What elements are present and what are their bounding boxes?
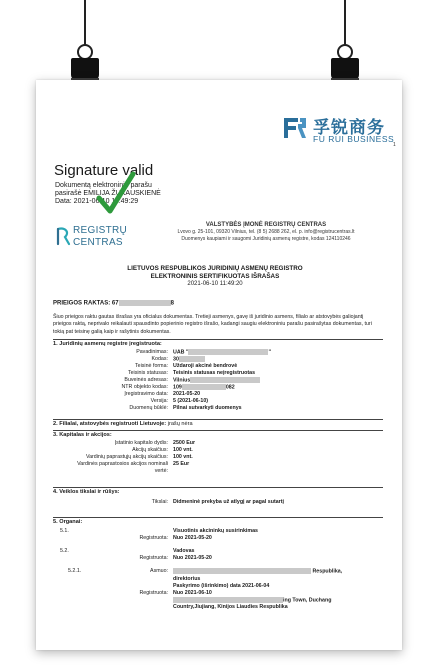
field-label: Asmuo:: [150, 568, 168, 574]
field-label: Kodas:: [151, 356, 168, 362]
redaction-bar: [182, 384, 226, 390]
field-value: [173, 349, 271, 355]
field-value: 100 vnt.: [173, 454, 193, 460]
address-line-1: ing Town, Duchang: [283, 597, 332, 604]
access-key-label: PRIEIGOS RAKTAS: 67: [53, 300, 119, 307]
section-3-heading: 3. Kapitalas ir akcijos:: [53, 432, 112, 438]
section-divider: [53, 419, 383, 420]
field-value: 2021-05-20: [173, 391, 201, 397]
redaction-bar: [179, 356, 205, 362]
field-value: 25 Eur: [173, 461, 190, 467]
field-value: [173, 377, 260, 383]
issuer-address: Lvovo g. 25-101, 09320 Vilnius, tel. (8 5) 2688 262, el. p. info@registrucentras.lt: [177, 229, 355, 235]
field-label: Registruota:: [139, 535, 168, 541]
issuer-name: VALSTYBĖS ĮMONĖ REGISTRŲ CENTRAS: [205, 222, 327, 228]
redaction-bar: [173, 568, 311, 574]
issuer-note: Duomenys kaupiami ir saugomi Juridinių asmenų registre, kodas 124110246: [181, 236, 351, 242]
field-label: Akcijų skaičius:: [132, 447, 168, 453]
field-value: 100 vnt.: [173, 447, 193, 453]
signature-line-1: Dokumentą elektroniniu parašu: [55, 182, 152, 189]
field-value: [173, 384, 235, 390]
section-2-heading: [53, 421, 193, 427]
checkmark-icon: [96, 170, 136, 216]
item-number: 5.2.1.: [68, 568, 82, 574]
field-label: Įregistravimo data:: [124, 391, 168, 397]
company-name-suffix: ": [268, 349, 271, 356]
person-value: Respublika,: [312, 568, 343, 575]
field-value: Visuotinis akcininkų susirinkimas: [173, 528, 258, 534]
field-value: Country,Jiujiang, Kinijos Liaudies Respublika: [173, 604, 288, 610]
company-name: UAB ": [173, 349, 189, 356]
document-title-line-1: LIETUVOS RESPUBLIKOS JURIDINIŲ ASMENŲ REGISTRO: [127, 265, 303, 272]
redaction-bar: [119, 300, 171, 306]
issuer-header: [150, 222, 382, 243]
redaction-bar: [190, 377, 260, 383]
field-value: Nuo 2021-05-20: [173, 535, 212, 541]
address-value: Vilnius: [173, 377, 191, 384]
company-code: 30: [173, 356, 179, 363]
field-value: [173, 568, 342, 574]
redaction-bar: [173, 597, 283, 603]
field-value: Didmeninė prekyba už atlygį ar pagal sutartį: [173, 499, 284, 505]
section-divider: [53, 517, 383, 518]
access-key: [53, 300, 174, 307]
document-title: [90, 265, 340, 281]
redaction-bar: [188, 349, 268, 355]
field-label: Teisinė forma:: [135, 363, 168, 369]
field-value: Teisinis statusas neįregistruotas: [173, 370, 256, 376]
ntr-code-suffix: 082: [225, 384, 235, 391]
watermark-english-text: FU RUI BUSINESS: [313, 134, 395, 144]
field-label: Versija:: [150, 398, 168, 404]
field-value: Nuo 2021-05-20: [173, 555, 212, 561]
field-value: Vadovas: [173, 548, 195, 554]
section-2-title: 2. Filialai, atstovybės registruoti Lietuvoje:: [53, 421, 167, 427]
field-value: Paskyrimo (išrinkimo) data 2021-06-04: [173, 583, 270, 589]
legal-notice: Šiuo prieigos raktu gautas išrašas yra oficialus dokumentas. Tretieji asmenys, gavę iš juridinio asmens, filialo ar atstovybės galiojantį prieigos raktą, neprivalo reikalauti spausdinto popierinio registro išrašo, kadangi saugiu elektroniniu parašu pasirašytas dokumentas, turi tokią pat teisinę galią kaip ir rašytinis dokumentas.: [53, 314, 372, 335]
field-label: Duomenų būklė:: [129, 405, 168, 411]
field-value: Pilnai sutvarkyti duomenys: [173, 405, 242, 411]
field-label: Įstatinio kapitalo dydis:: [114, 440, 168, 446]
field-label: Teisinis statusas:: [127, 370, 168, 376]
field-label: Vardinės paprastosios akcijos nominali: [77, 461, 168, 467]
field-value: Uždaroji akcinė bendrovė: [173, 363, 238, 369]
access-key-suffix: 8: [170, 300, 174, 307]
field-label: Registruota:: [139, 555, 168, 561]
section-2-value: įrašų nėra: [167, 421, 193, 427]
field-value: 5 (2021-06-10): [173, 398, 209, 404]
registru-centras-logo: [55, 224, 135, 254]
item-number: 5.1.: [60, 528, 69, 534]
binder-clip-right: [330, 0, 360, 86]
field-label: Pavadinimas:: [136, 349, 168, 355]
document-title-line-2: ELEKTRONINIS SERTIFIKUOTAS IŠRAŠAS: [150, 273, 280, 280]
field-value: [173, 356, 205, 362]
signature-status-title: Signature valid: [54, 162, 154, 179]
section-divider: [53, 487, 383, 488]
field-value: 2500 Eur: [173, 440, 196, 446]
field-label: Registruota:: [139, 590, 168, 596]
section-4-heading: 4. Veiklos tikslai ir rūšys:: [53, 489, 120, 495]
page-number: 1: [393, 142, 396, 148]
watermark-chinese-text: 孚锐商务: [313, 118, 385, 137]
field-label: Vardinių paprastųjų akcijų skaičius:: [85, 454, 168, 460]
field-value: direktorius: [173, 576, 201, 582]
section-divider: [53, 430, 383, 431]
field-value: Nuo 2021-06-10: [173, 590, 212, 596]
field-label: vertė:: [154, 468, 168, 474]
registru-centras-icon: [55, 226, 71, 246]
fu-rui-business-logo: [282, 113, 400, 147]
ntr-code: 109: [173, 384, 182, 391]
field-label: NTR objekto kodas:: [121, 384, 168, 390]
signature-date: Data: 2021-06-10 11:49:29: [55, 198, 139, 205]
field-label: Buveinės adresas:: [124, 377, 168, 383]
item-number: 5.2.: [60, 548, 69, 554]
section-divider: [53, 339, 383, 340]
logo-text-line-2: CENTRAS: [73, 237, 123, 248]
binder-clip-left: [70, 0, 100, 86]
section-5-heading: 5. Organai:: [53, 519, 83, 525]
logo-text-line-1: REGISTRŲ: [73, 225, 128, 236]
fr-logo-icon: [282, 116, 308, 140]
document-issue-date: 2021-06-10 11:49:20: [187, 281, 243, 287]
field-value: [173, 597, 331, 603]
field-label: Tikslai:: [151, 499, 168, 505]
section-1-heading: 1. Juridinių asmenų registre įregistruota:: [53, 341, 162, 347]
signature-line-2: pasirašė EMILIJA ŽUKAUSKIENĖ: [55, 190, 161, 197]
